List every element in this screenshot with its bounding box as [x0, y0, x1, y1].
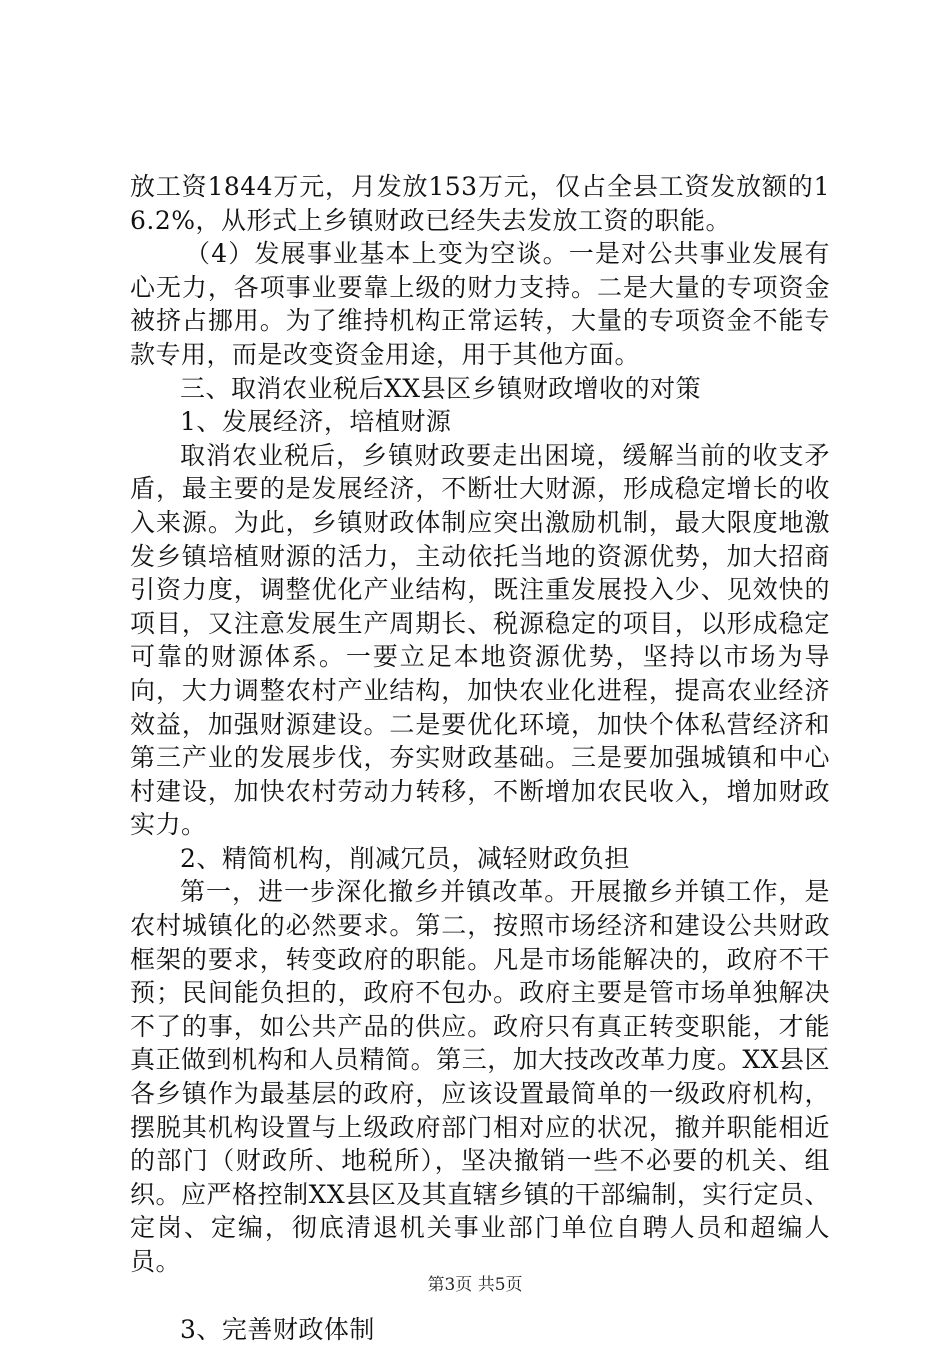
- subheading-streamline-agencies: 2、精简机构，削减冗员，减轻财政负担: [180, 843, 630, 873]
- paragraph-development-item-4: （4）发展事业基本上变为空谈。一是对公共事业发展有心无力，各项事业要靠上级的财力支持。二是大量的专项资金被挤占挪用。为了维持机构正常运转，大量的专项资金不能专款专用，而是改变资金用途，用于其他方面。: [130, 239, 830, 369]
- paragraph-wage-continuation: 放工资1844万元，月发放153万元，仅占全县工资发放额的16.2%，从形式上乡镇财政已经失去发放工资的职能。: [130, 172, 830, 235]
- paragraph-develop-economy: 取消农业税后，乡镇财政要走出困境，缓解当前的收支矛盾，最主要的是发展经济，不断壮大财源，形成稳定增长的收入来源。为此，乡镇财政体制应突出激励机制，最大限度地激发乡镇培植财源的活力，主动依托当地的资源优势，加大招商引资力度，调整优化产业结构，既注重发展投入少、见效快的项目，又注意发展生产周期长、税源稳定的项目，以形成稳定可靠的财源体系。一要立足本地资源优势，坚持以市场为导向，大力调整农村产业结构，加快农业化进程，提高农业经济效益，加强财源建设。二是要优化环境，加快个体私营经济和第三产业的发展步伐，夯实财政基础。三是要加强城镇和中心村建设，加快农村劳动力转移，不断增加农民收入，增加财政实力。: [130, 440, 830, 840]
- section-heading-3: 三、取消农业税后XX县区乡镇财政增收的对策: [180, 373, 702, 403]
- page-number-footer: 第3页 共5页: [427, 1275, 523, 1295]
- paragraph-streamline-agencies: 第一，进一步深化撤乡并镇改革。开展撤乡并镇工作，是农村城镇化的必然要求。第二，按照市场经济和建设公共财政框架的要求，转变政府的职能。凡是市场能解决的，政府不干预；民间能负担的，政府不包办。政府主要是管市场单独解决不了的事，如公共产品的供应。政府只有真正转变职能，才能真正做到机构和人员精简。第三，加大技改改革力度。XX县区各乡镇作为最基层的政府，应该设置最简单的一级政府机构，摆脱其机构设置与上级政府部门相对应的状况，撤并职能相近的部门（财政所、地税所），坚决撤销一些不必要的机关、组织。应严格控制XX县区及其直辖乡镇的干部编制，实行定员、定岗、定编，彻底清退机关事业部门单位自聘人员和超编人员。: [130, 877, 830, 1276]
- subheading-improve-fiscal-system: 3、完善财政体制: [180, 1314, 375, 1344]
- document-body: [130, 170, 830, 1346]
- subheading-develop-economy: 1、发展经济，培植财源: [180, 407, 452, 437]
